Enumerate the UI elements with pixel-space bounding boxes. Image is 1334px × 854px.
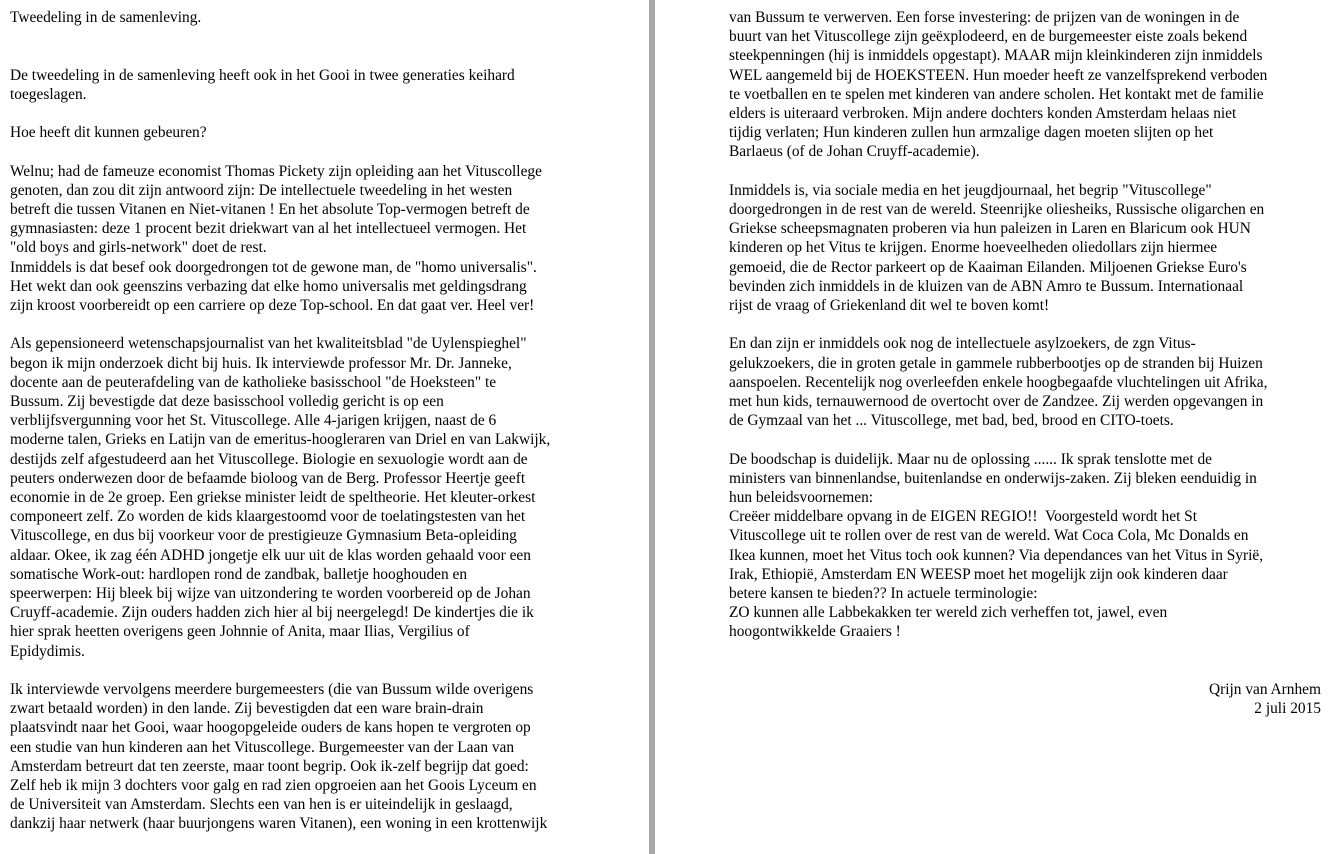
paragraph-social-media: Inmiddels is, via sociale media en het jeugdjournaal, het begrip "Vituscollege" doorgedrongen in de rest van de wereld. Steenrijke oliesheiks, Russische oligarchen en Griekse scheepsmagnaten proberen via hun paleizen in Laren en Blaricum ook HUN kinderen op het Vitus te krijgen. Enorme hoeveelheden oliedollars zijn hiermee gemoeid, die de Rector parkeert op de Kaaiman Eilanden. Miljoenen Griekse Euro's bevinden zich inmiddels in de kluizen van de ABN Amro te Bussum. Internationaal rijst de vraag of Griekenland dit wel te boven komt! (729, 181, 1265, 315)
paragraph-burgemeesters: Ik interviewde vervolgens meerdere burgemeesters (die van Bussum wilde overigens zwart betaald worden) in den lande. Zij bevestigden dat een ware brain-drain plaatsvindt naar het Gooi, waar hoogopgeleide ouders de kans hopen te vergroten op een studie van hun kinderen aan het Vituscollege. Burgemeester van der Laan van Amsterdam betreurt dat ten zeerste, maar toont begrip. Ook ik-zelf begrijp dat goed: Zelf heb ik mijn 3 dochters voor galg en rad zien opgroeien aan het Goois Lyceum en de Universiteit van Amsterdam. Slechts een van hen is er uiteindelijk in geslaagd, dankzij haar netwerk (haar buurjongens waren Vitanen), een woning in een krottenwijk (10, 681, 548, 833)
right-page (729, 8, 1321, 718)
document-title: Tweedeling in de samenleving. (10, 9, 202, 26)
page-divider (649, 0, 655, 854)
author-signature: Qrijn van Arnhem (1209, 681, 1321, 699)
paragraph-oplossing: De boodschap is duidelijk. Maar nu de oplossing ...... Ik sprak tenslotte met de ministers van binnenlandse, buitenlandse en onderwijs-zaken. Zij bleken eenduidig in hun beleidsvoornemen: Creëer middelbare opvang in de EIGEN REGIO!! Voorgesteld wordt het St Vituscollege uit te rollen over de rest van de wereld. Wat Coca Cola, Mc Donalds en Ikea kunnen, moet het Vitus toch ook kunnen? Via dependances van het Vitus in Syrië, Irak, Ethiopië, Amsterdam EN WEESP moet het mogelijk zijn ook kinderen daar betere kansen te bieden?? In actuele terminologie: ZO kunnen alle Labbekakken ter wereld zich verheffen tot, jawel, even hoogontwikkelde Graaiers ! (729, 450, 1264, 641)
paragraph-intro: De tweedeling in de samenleving heeft ook in het Gooi in twee generaties keihard toegeslagen. (10, 66, 515, 103)
document-date: 2 juli 2015 (1254, 700, 1321, 718)
left-page (10, 8, 642, 834)
paragraph-asylzoekers: En dan zijn er inmiddels ook nog de intellectuele asylzoekers, de zgn Vitus- gelukzoekers, die in groten getale in gammele rubberbootjes op de stranden bij Huizen aanspoelen. Recentelijk nog overleefden enkele hoogbegaafde vluchtelingen uit Afrika, met hun kids, ternauwernood de overtocht over de Zandzee. Zij werden opgevangen in de Gymzaal van het ... Vituscollege, met bad, bed, brood en CITO-toets. (729, 335, 1268, 430)
paragraph-question: Hoe heeft dit kunnen gebeuren? (10, 124, 207, 142)
paragraph-continuation: van Bussum te verwerven. Een forse investering: de prijzen van de woningen in de buurt van het Vituscollege zijn geëxplodeerd, en de burgemeester eiste zoals bekend steekpenningen (hij is inmiddels opgestapt). MAAR mijn kleinkinderen zijn inmiddels WEL aangemeld bij de HOEKSTEEN. Hun moeder heeft ze vanzelfsprekend verboden te voetballen en te spelen met kinderen van andere scholen. Het kontakt met de familie elders is uiteraard verbroken. Mijn andere dochters konden Amsterdam helaas niet tijdig verlaten; Hun kinderen zullen hun armzalige dagen moeten slijten op het Barlaeus (of de Johan Cruyff-academie). (729, 9, 1268, 161)
paragraph-pickety: Welnu; had de fameuze economist Thomas Pickety zijn opleiding aan het Vituscollege genoten, dan zou dit zijn antwoord zijn: De intellectuele tweedeling in het westen betreft die tussen Vitanen en Niet-vitanen ! En het absolute Top-vermogen betreft de gymnasiasten: deze 1 procent bezit driekwart van al het intellectueel vermogen. Het "old boys and girls-network" doet de rest. Inmiddels is dat besef ook doorgedrongen tot de gewone man, de "homo universalis". Het wekt dan ook geenszins verbazing dat elke homo universalis met geldingsdrang zijn kroost voorbereidt op een carriere op deze Top-school. En dat gaat ver. Heel ver! (10, 162, 542, 314)
paragraph-hoeksteen: Als gepensioneerd wetenschapsjournalist van het kwaliteitsblad "de Uylenspieghel" begon ik mijn onderzoek dicht bij huis. Ik interviewde professor Mr. Dr. Janneke, docente aan de peuterafdeling van de katholieke basisschool "de Hoeksteen" te Bussum. Zij bevestigde dat deze basisschool volledig gericht is op een verblijfsvergunning voor het St. Vituscollege. Alle 4-jarigen krijgen, naast de 6 moderne talen, Grieks en Latijn van de emeritus-hoogleraren van Driel en van Lakwijk, destijds zelf afgestudeerd aan het Vituscollege. Biologie en sexuologie wordt aan de peuters onderwezen door de befaamde bioloog van de Berg. Professor Heertje geeft economie in de 2e groep. Een griekse minister leidt de speltheorie. Het kleuter-orkest componeert zelf. Zo worden de kids klaargestoomd voor de toelatingstesten van het Vituscollege, en dus bij voorkeur voor de prestigieuze Gymnasium Beta-opleiding aldaar. Okee, ik zag één ADHD jongetje elk uur uit de klas worden gehaald voor een somatische Work-out: hardlopen rond de zandbak, balletje hooghouden en speerwerpen: Hij bleek bij wijze van uitzondering te worden voorbereid op de Johan Cruyff-academie. Zijn ouders hadden zich hier al bij neergelegd! De kindertjes die ik hier sprak heetten overigens geen Johnnie of Anita, maar Ilias, Vergilius of Epidydimis. (10, 335, 551, 660)
